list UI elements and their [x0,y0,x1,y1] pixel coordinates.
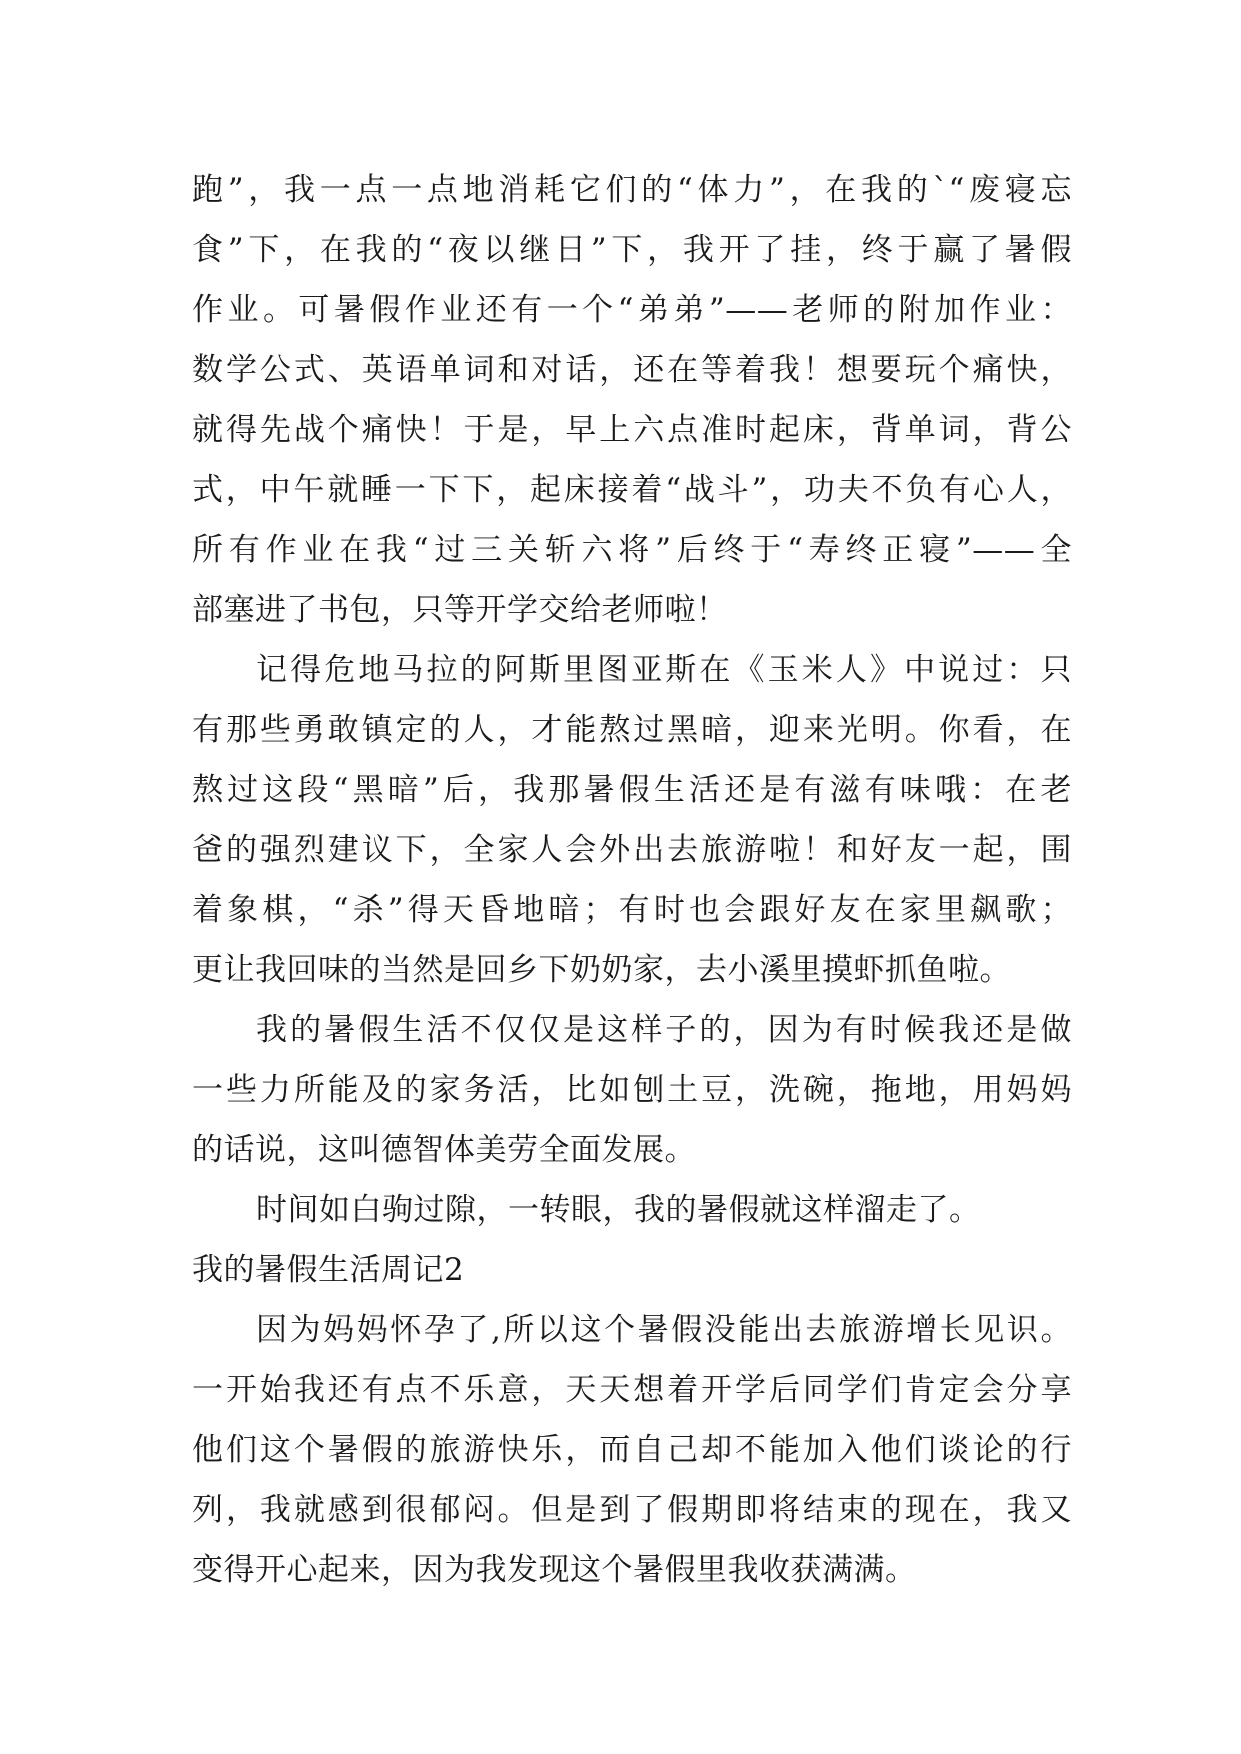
paragraph-line: 一开始我还有点不乐意，天天想着开学后同学们肯定会分享 [192,1372,1072,1408]
section-title: 我的暑假生活周记2 [192,1252,465,1288]
paragraph-line: 部塞进了书包，只等开学交给老师啦！ [192,592,728,628]
paragraph-line: 列，我就感到很郁闷。但是到了假期即将结束的现在，我又 [192,1492,1072,1528]
paragraph-line: 更让我回味的当然是回乡下奶奶家，去小溪里摸虾抓鱼啦。 [192,952,1011,988]
paragraph-line: 一些力所能及的家务活，比如刨土豆，洗碗，拖地，用妈妈 [192,1072,1072,1108]
document-body [192,160,1072,1600]
paragraph-line: 数学公式、英语单词和对话，还在等着我！想要玩个痛快， [192,352,1072,388]
paragraph-line: 变得开心起来，因为我发现这个暑假里我收获满满。 [192,1552,917,1588]
paragraph-line: 作业。可暑假作业还有一个“弟弟”——老师的附加作业： [192,292,1072,328]
paragraph-line: 就得先战个痛快！于是，早上六点准时起床，背单词，背公 [192,412,1072,448]
paragraph-line: 爸的强烈建议下，全家人会外出去旅游啦！和好友一起，围 [192,832,1072,868]
paragraph-line: 他们这个暑假的旅游快乐，而自己却不能加入他们谈论的行 [192,1432,1072,1468]
paragraph-line: 记得危地马拉的阿斯里图亚斯在《玉米人》中说过：只 [256,652,1072,688]
paragraph-line: 因为妈妈怀孕了,所以这个暑假没能出去旅游增长见识。 [256,1312,1072,1348]
paragraph-line: 我的暑假生活不仅仅是这样子的，因为有时候我还是做 [256,1012,1072,1048]
paragraph-line: 有那些勇敢镇定的人，才能熬过黑暗，迎来光明。你看，在 [192,712,1072,748]
paragraph-line: 熬过这段“黑暗”后，我那暑假生活还是有滋有味哦：在老 [192,772,1072,808]
paragraph-line: 食”下，在我的“夜以继日”下，我开了挂，终于赢了暑假 [192,232,1072,268]
paragraph-line: 所有作业在我“过三关斩六将”后终于“寿终正寝”——全 [192,532,1072,568]
paragraph-line: 着象棋，“杀”得天昏地暗；有时也会跟好友在家里飙歌； [192,892,1072,928]
paragraph-line: 时间如白驹过隙，一转眼，我的暑假就这样溜走了。 [256,1192,981,1228]
paragraph-line: 的话说，这叫德智体美劳全面发展。 [192,1132,696,1168]
paragraph-line: 跑”，我一点一点地消耗它们的“体力”，在我的`“废寝忘 [192,172,1072,208]
paragraph-line: 式，中午就睡一下下，起床接着“战斗”，功夫不负有心人， [192,472,1072,508]
